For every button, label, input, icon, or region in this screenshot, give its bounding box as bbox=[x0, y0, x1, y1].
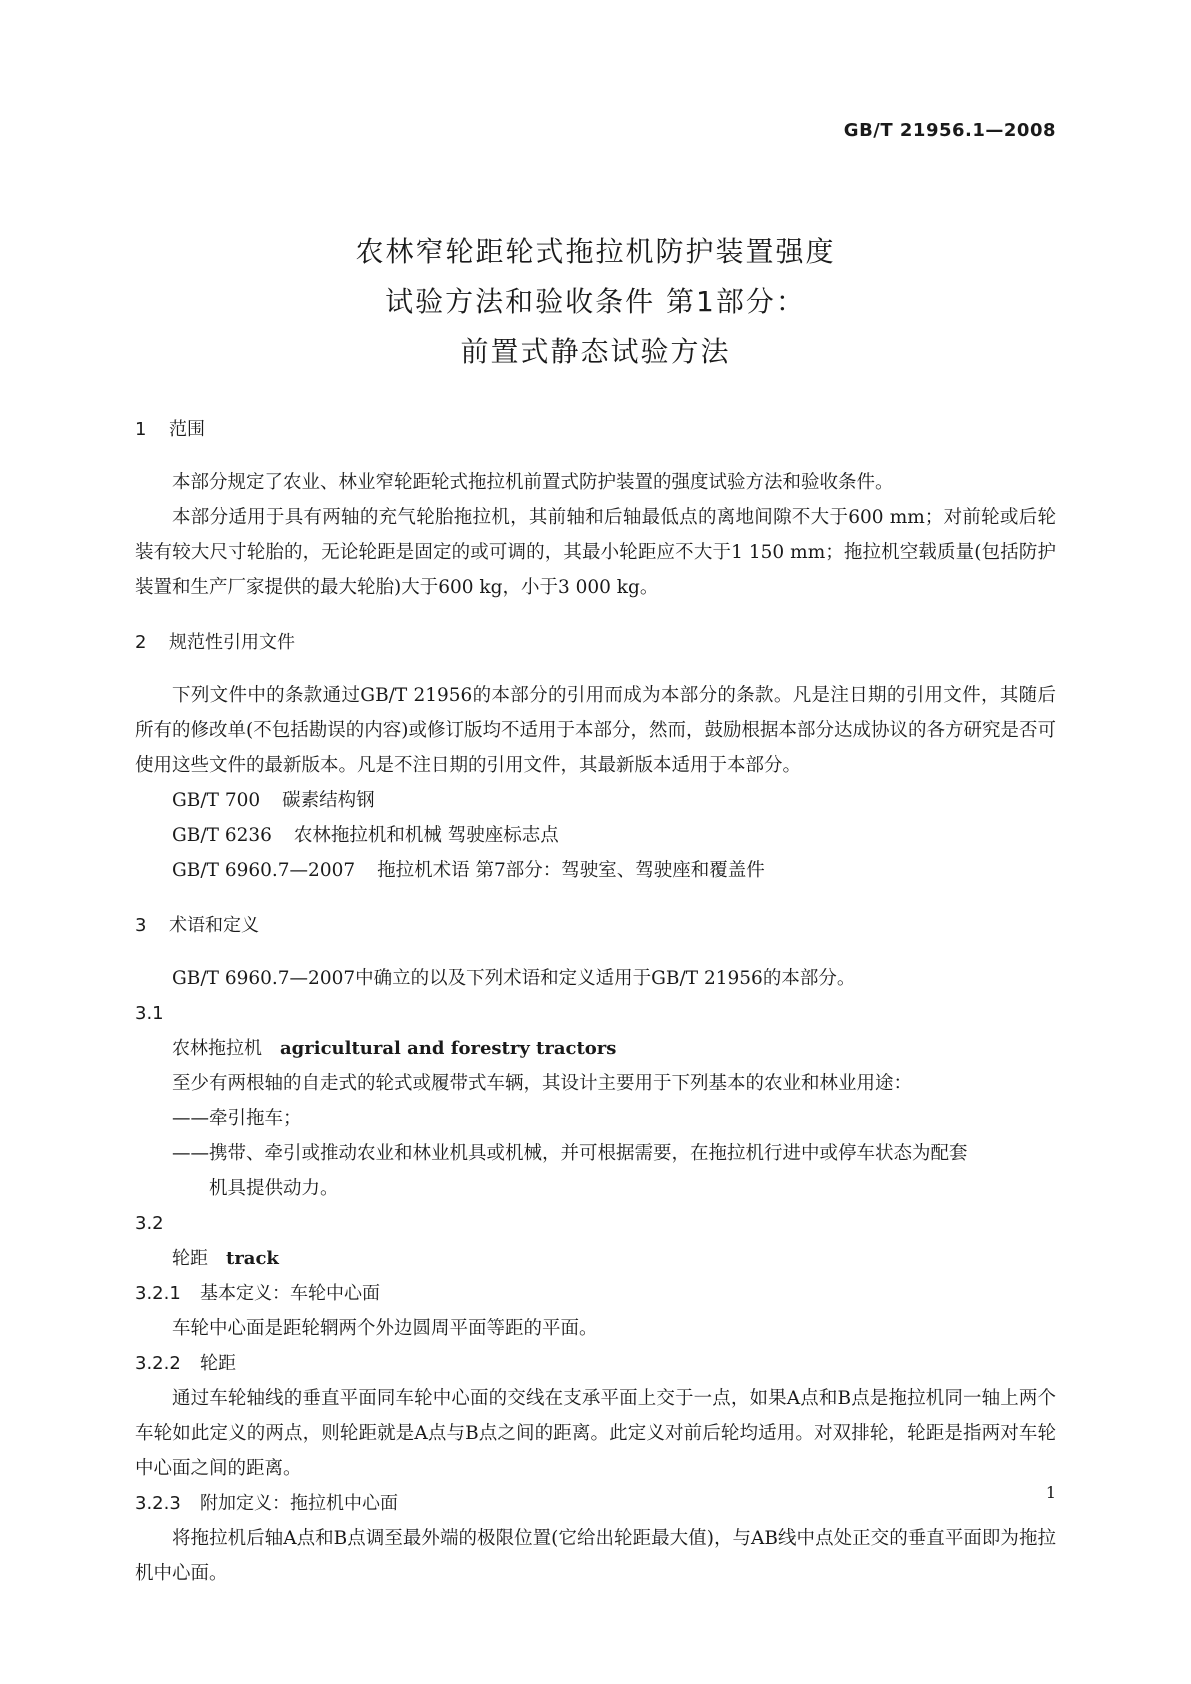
term-english: agricultural and forestry tractors bbox=[280, 1038, 617, 1059]
reference-title: 碳素结构钢 bbox=[282, 790, 375, 811]
subclause-title: 基本定义：车轮中心面 bbox=[200, 1283, 380, 1304]
dash-item: ——携带、牵引或推动农业和林业机具或机械，并可根据需要，在拖拉机行进中或停车状态为配套 bbox=[172, 1143, 968, 1164]
subclause-title: 附加定义：拖拉机中心面 bbox=[200, 1493, 398, 1514]
subclause-number: 3.2.1 bbox=[135, 1283, 181, 1304]
document-body bbox=[135, 412, 1056, 1591]
standard-code: GB/T 21956.1—2008 bbox=[843, 120, 1056, 141]
reference-code: GB/T 6960.7—2007 bbox=[172, 860, 356, 881]
paragraph: 车轮中心面是距轮辋两个外边圆周平面等距的平面。 bbox=[172, 1318, 598, 1339]
subclause-heading bbox=[135, 1276, 1056, 1311]
document-title bbox=[0, 227, 1191, 377]
reference-item bbox=[135, 818, 1056, 853]
term-chinese: 农林拖拉机 bbox=[172, 1038, 262, 1059]
term-entry bbox=[135, 1241, 1056, 1276]
reference-title: 拖拉机术语 第7部分：驾驶室、驾驶座和覆盖件 bbox=[377, 860, 765, 881]
reference-code: GB/T 700 bbox=[172, 790, 261, 811]
paragraph: 本部分适用于具有两轴的充气轮胎拖拉机，其前轴和后轴最低点的离地间隙不大于600 mm；对前轮或后轮装有较大尺寸轮胎的，无论轮距是固定的或可调的，其最小轮距应不大于1 150 mm；拖拉机空载质量(包括防护装置和生产厂家提供的最大轮胎)大于600 kg，小于3 000 kg。 bbox=[135, 507, 1056, 598]
reference-item bbox=[135, 853, 1056, 888]
section-title: 范围 bbox=[169, 419, 205, 440]
section-title: 规范性引用文件 bbox=[169, 632, 295, 653]
reference-code: GB/T 6236 bbox=[172, 825, 272, 846]
paragraph: 下列文件中的条款通过GB/T 21956的本部分的引用而成为本部分的条款。凡是注日期的引用文件，其随后所有的修改单(不包括勘误的内容)或修订版均不适用于本部分，然而，鼓励根据本部分达成协议的各方研究是否可使用这些文件的最新版本。凡是不注日期的引用文件，其最新版本适用于本部分。 bbox=[135, 685, 1056, 776]
page-number: 1 bbox=[1045, 1483, 1056, 1502]
term-english: track bbox=[226, 1248, 279, 1269]
term-chinese: 轮距 bbox=[172, 1248, 208, 1269]
title-line-2: 试验方法和验收条件 第1部分： bbox=[385, 285, 806, 318]
section-title: 术语和定义 bbox=[169, 915, 259, 936]
paragraph: GB/T 6960.7—2007中确立的以及下列术语和定义适用于GB/T 21956的本部分。 bbox=[172, 968, 856, 989]
section-number: 3 bbox=[135, 915, 147, 936]
section-2-heading bbox=[135, 625, 1056, 660]
paragraph: 通过车轮轴线的垂直平面同车轮中心面的交线在支承平面上交于一点，如果A点和B点是拖拉机同一轴上两个车轮如此定义的两点，则轮距就是A点与B点之间的距离。此定义对前后轮均适用。对双排轮，轮距是指两对车轮中心面之间的距离。 bbox=[135, 1388, 1056, 1479]
subclause-heading bbox=[135, 1346, 1056, 1381]
title-line-3: 前置式静态试验方法 bbox=[460, 335, 731, 368]
subclause-heading bbox=[135, 1486, 1056, 1521]
term-entry bbox=[135, 1031, 1056, 1066]
reference-item bbox=[135, 783, 1056, 818]
subclause-title: 轮距 bbox=[200, 1353, 236, 1374]
reference-title: 农林拖拉机和机械 驾驶座标志点 bbox=[293, 825, 559, 846]
title-line-1: 农林窄轮距轮式拖拉机防护装置强度 bbox=[355, 235, 836, 268]
paragraph: 本部分规定了农业、林业窄轮距轮式拖拉机前置式防护装置的强度试验方法和验收条件。 bbox=[172, 472, 894, 493]
section-number: 2 bbox=[135, 632, 147, 653]
clause-number: 3.1 bbox=[135, 1003, 164, 1024]
paragraph: 将拖拉机后轴A点和B点调至最外端的极限位置(它给出轮距最大值)，与AB线中点处正交的垂直平面即为拖拉机中心面。 bbox=[135, 1528, 1056, 1584]
section-number: 1 bbox=[135, 419, 147, 440]
dash-item-continuation: 机具提供动力。 bbox=[209, 1178, 339, 1199]
section-1-heading bbox=[135, 412, 1056, 447]
subclause-number: 3.2.3 bbox=[135, 1493, 181, 1514]
subclause-number: 3.2.2 bbox=[135, 1353, 181, 1374]
definition: 至少有两根轴的自走式的轮式或履带式车辆，其设计主要用于下列基本的农业和林业用途： bbox=[172, 1073, 913, 1094]
clause-number: 3.2 bbox=[135, 1213, 164, 1234]
dash-item: ——牵引拖车； bbox=[172, 1108, 302, 1129]
section-3-heading bbox=[135, 908, 1056, 943]
